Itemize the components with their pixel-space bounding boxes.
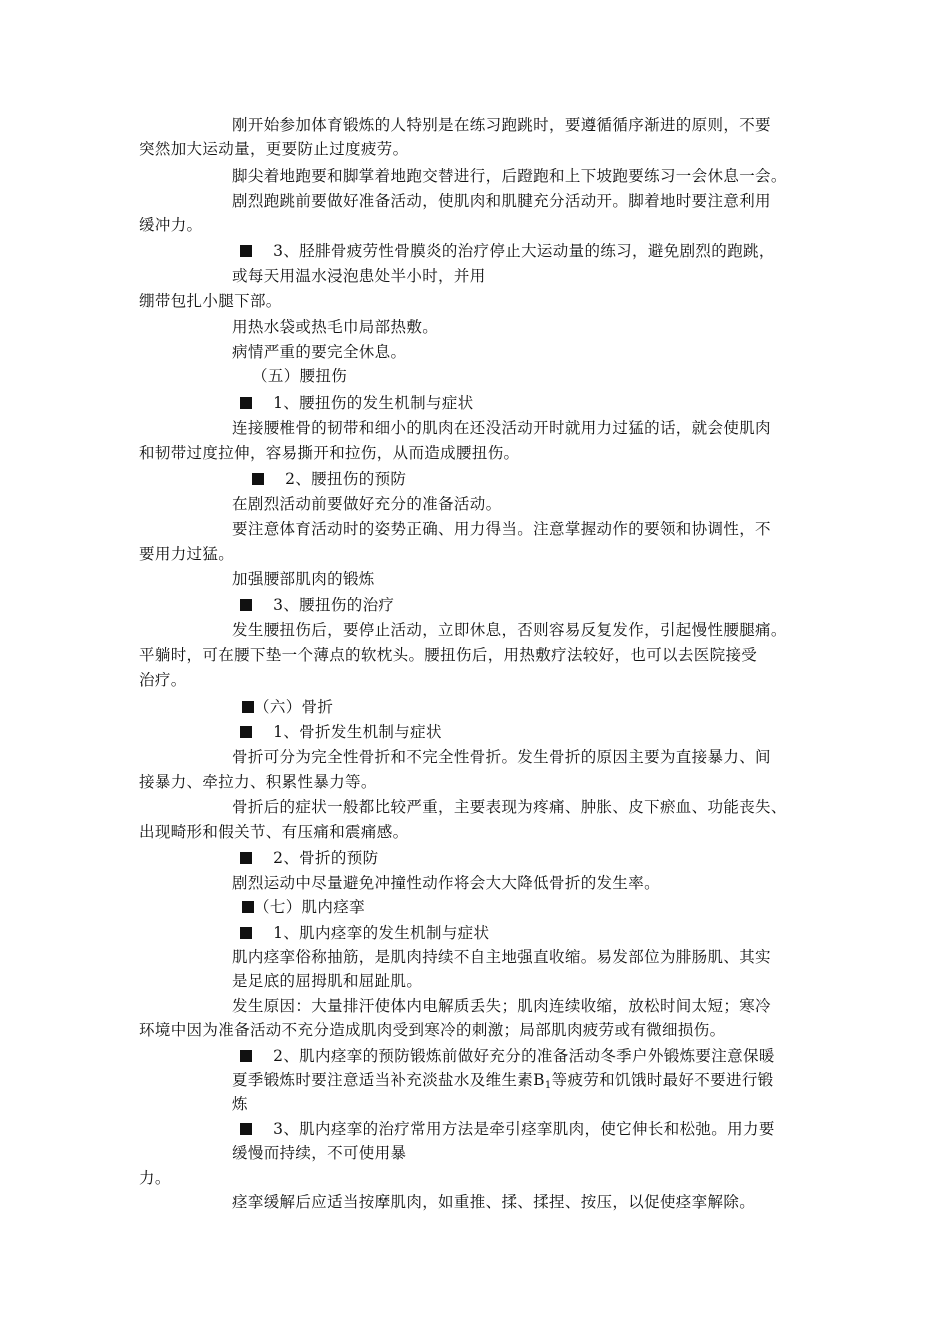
text-line: 脚尖着地跑要和脚掌着地跑交替进行，后蹬跑和上下坡跑要练习一会休息一会。 (232, 167, 787, 185)
heading-text: （六）骨折 (254, 698, 334, 716)
section-heading (242, 897, 365, 917)
bullet-heading (240, 1046, 775, 1066)
bullet-heading (240, 393, 474, 413)
text-fragment: 夏季锻炼时要注意适当补充淡盐水及维生素 (232, 1071, 534, 1089)
heading-text: 3、肌内痉挛的治疗常用方法是牵引痉挛肌肉，使它伸长和松弛。用力要 (273, 1120, 775, 1138)
text-line: 肌内痉挛俗称抽筋，是肌肉持续不自主地强直收缩。易发部位为腓肠肌、其实 (232, 948, 771, 966)
text-line: 炼 (232, 1095, 248, 1113)
bullet-heading (240, 923, 489, 943)
text-line: 刚开始参加体育锻炼的人特别是在练习跑跳时，要遵循循序渐进的原则，不要 (232, 116, 771, 134)
text-line: 发生腰扭伤后，要停止活动，立即休息，否则容易反复发作，引起慢性腰腿痛。 (232, 621, 787, 639)
text-line: 骨折后的症状一般都比较严重，主要表现为疼痛、肿胀、皮下瘀血、功能丧失、 (232, 798, 787, 816)
text-line: 力。 (139, 1169, 171, 1187)
text-line: 病情严重的要完全休息。 (232, 343, 407, 361)
text-line: 环境中因为准备活动不充分造成肌肉受到寒冷的刺激；局部肌肉疲劳或有微细损伤。 (139, 1021, 726, 1039)
bullet-heading (240, 595, 394, 615)
text-line: 绷带包扎小腿下部。 (139, 292, 282, 310)
bullet-square-icon (240, 1123, 252, 1135)
text-line: 在剧烈活动前要做好充分的准备活动。 (232, 495, 502, 513)
text-line: 和韧带过度拉伸，容易撕开和拉伤，从而造成腰扭伤。 (139, 444, 520, 462)
heading-text: 2、肌内痉挛的预防锻炼前做好充分的准备活动冬季户外锻炼要注意保暖 (273, 1047, 775, 1065)
text-line: 或每天用温水浸泡患处半小时，并用 (232, 267, 486, 285)
heading-text: 3、胫腓骨疲劳性骨膜炎的治疗停止大运动量的练习，避免剧烈的跑跳， (273, 242, 775, 260)
bullet-square-icon (240, 245, 252, 257)
text-line: 剧烈跑跳前要做好准备活动，使肌肉和肌腱充分活动开。脚着地时要注意利用 (232, 192, 771, 210)
bullet-heading (240, 848, 378, 868)
vitamin-subscript: 1 (544, 1080, 552, 1091)
text-line: 要注意体育活动时的姿势正确、用力得当。注意掌握动作的要领和协调性，不 (232, 520, 771, 538)
vitamin-symbol: B (533, 1071, 545, 1089)
text-line: 突然加大运动量，更要防止过度疲劳。 (139, 140, 409, 158)
bullet-square-icon (240, 852, 252, 864)
heading-text: （七）肌内痉挛 (254, 898, 365, 916)
bullet-square-icon (242, 901, 254, 913)
text-line (232, 1070, 774, 1090)
heading-text: 3、腰扭伤的治疗 (273, 596, 395, 614)
bullet-heading (240, 241, 775, 261)
text-line: 加强腰部肌肉的锻炼 (232, 570, 375, 588)
bullet-square-icon (252, 473, 264, 485)
text-line: 缓慢而持续，不可使用暴 (232, 1144, 407, 1162)
bullet-heading (240, 722, 442, 742)
text-line: 剧烈运动中尽量避免冲撞性动作将会大大降低骨折的发生率。 (232, 874, 660, 892)
text-line: 出现畸形和假关节、有压痛和震痛感。 (139, 823, 409, 841)
bullet-heading (252, 469, 406, 489)
bullet-heading (240, 1119, 775, 1139)
text-fragment: 等疲劳和饥饿时最好不要进行锻 (551, 1071, 774, 1089)
text-line: 平躺时，可在腰下垫一个薄点的软枕头。腰扭伤后，用热敷疗法较好，也可以去医院接受 (139, 646, 758, 664)
text-line: 接暴力、牵拉力、积累性暴力等。 (139, 773, 377, 791)
heading-text: 1、肌内痉挛的发生机制与症状 (273, 924, 490, 942)
heading-text: 2、骨折的预防 (273, 849, 379, 867)
bullet-square-icon (240, 397, 252, 409)
text-line: 治疗。 (139, 671, 187, 689)
bullet-square-icon (242, 701, 254, 713)
heading-text: 2、腰扭伤的预防 (285, 470, 407, 488)
text-line: 痉挛缓解后应适当按摩肌肉，如重推、揉、揉捏、按压，以促使痉挛解除。 (232, 1193, 756, 1211)
heading-text: 1、骨折发生机制与症状 (273, 723, 442, 741)
text-line: 缓冲力。 (139, 216, 203, 234)
text-line: 连接腰椎骨的韧带和细小的肌肉在还没活动开时就用力过猛的话，就会使肌肉 (232, 419, 771, 437)
heading-text: 1、腰扭伤的发生机制与症状 (273, 394, 474, 412)
bullet-square-icon (240, 726, 252, 738)
text-line: 要用力过猛。 (139, 545, 235, 563)
text-line: 骨折可分为完全性骨折和不完全性骨折。发生骨折的原因主要为直接暴力、间 (232, 748, 771, 766)
bullet-square-icon (240, 927, 252, 939)
text-line: 是足底的屈拇肌和屈趾肌。 (232, 972, 423, 990)
section-heading (242, 697, 333, 717)
text-line: 用热水袋或热毛巾局部热敷。 (232, 318, 439, 336)
bullet-square-icon (240, 599, 252, 611)
bullet-square-icon (240, 1050, 252, 1062)
text-line: 发生原因：大量排汗使体内电解质丢失；肌肉连续收缩，放松时间太短；寒冷 (232, 997, 771, 1015)
section-heading: （五）腰扭伤 (252, 367, 348, 385)
